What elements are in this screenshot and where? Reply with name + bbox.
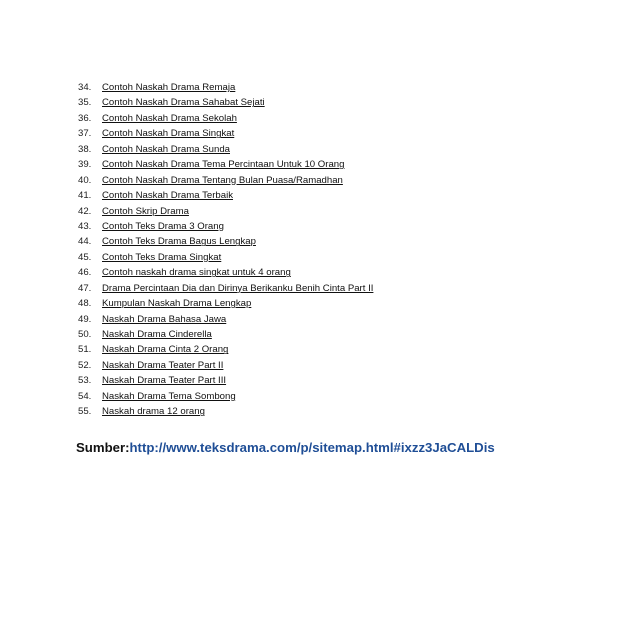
list-item [78,234,373,249]
list-item-link[interactable]: Drama Percintaan Dia dan Dirinya Berikanku Benih Cinta Part II [102,282,374,294]
list-item-link[interactable]: Contoh Teks Drama Bagus Lengkap [102,236,256,248]
list-item-number: 48. [78,298,92,310]
list-item-number: 39. [78,159,92,171]
list-item [78,173,373,188]
list-item [78,342,373,357]
list-item-link[interactable]: Naskah Drama Teater Part II [102,359,224,371]
list-item-number: 36. [78,112,92,124]
list-item-number: 42. [78,205,92,217]
list-item [78,312,373,327]
list-item-link[interactable]: Contoh Naskah Drama Tema Percintaan Untuk 10 Orang [102,159,345,171]
list-item-number: 34. [78,82,92,93]
list-item-link[interactable]: Contoh Naskah Drama Remaja [102,82,236,93]
list-item-number: 53. [78,375,92,387]
list-item-link[interactable]: Contoh Teks Drama 3 Orang [102,220,224,232]
list-item-number: 46. [78,267,92,279]
list-item-link[interactable]: Contoh naskah drama singkat untuk 4 orang [102,267,291,279]
source-url-link[interactable]: http://www.teksdrama.com/p/sitemap.html#ixzz3JaCALDis [129,440,495,455]
list-item [78,204,373,219]
list-item [78,111,373,126]
list-item-number: 54. [78,390,92,402]
list-item-number: 51. [78,344,92,356]
list-item-number: 44. [78,236,92,248]
list-item [78,219,373,234]
list-item [78,296,373,311]
list-item-link[interactable]: Naskah drama 12 orang [102,406,205,418]
list-item [78,80,373,95]
list-item [78,281,373,296]
list-item-number: 40. [78,174,92,186]
list-item-number: 35. [78,97,92,109]
list-item-number: 47. [78,282,92,294]
list-item-link[interactable]: Contoh Naskah Drama Sahabat Sejati [102,97,265,109]
list-item-link[interactable]: Contoh Naskah Drama Sunda [102,143,230,155]
list-item [78,327,373,342]
list-item-link[interactable]: Kumpulan Naskah Drama Lengkap [102,298,252,310]
list-item [78,250,373,265]
list-item [78,404,373,419]
list-item [78,358,373,373]
list-item-link[interactable]: Contoh Naskah Drama Terbaik [102,190,233,202]
list-item-number: 38. [78,143,92,155]
drama-link-list [78,80,373,420]
list-item-number: 37. [78,128,92,140]
list-item-link[interactable]: Naskah Drama Teater Part III [102,375,227,387]
list-item-link[interactable]: Contoh Skrip Drama [102,205,189,217]
list-item-link[interactable]: Contoh Naskah Drama Sekolah [102,112,237,124]
list-item [78,157,373,172]
list-item [78,126,373,141]
list-item-link[interactable]: Naskah Drama Cinta 2 Orang [102,344,229,356]
list-item-number: 45. [78,251,92,263]
list-item-number: 52. [78,359,92,371]
list-item-link[interactable]: Contoh Naskah Drama Tentang Bulan Puasa/Ramadhan [102,174,343,186]
list-item [78,373,373,388]
list-item-number: 49. [78,313,92,325]
list-item-number: 41. [78,190,92,202]
list-item-number: 55. [78,406,92,418]
list-item [78,188,373,203]
list-item-link[interactable]: Naskah Drama Bahasa Jawa [102,313,227,325]
list-item [78,265,373,280]
source-label: Sumber: [76,440,130,455]
list-item [78,389,373,404]
list-item-link[interactable]: Contoh Teks Drama Singkat [102,251,222,263]
list-item-number: 50. [78,329,92,340]
list-item [78,95,373,110]
list-item-link[interactable]: Naskah Drama Tema Sombong [102,390,236,402]
list-item-number: 43. [78,220,92,232]
list-item-link[interactable]: Naskah Drama Cinderella [102,329,212,340]
source-line [76,440,495,455]
list-item [78,142,373,157]
list-item-link[interactable]: Contoh Naskah Drama Singkat [102,128,235,140]
